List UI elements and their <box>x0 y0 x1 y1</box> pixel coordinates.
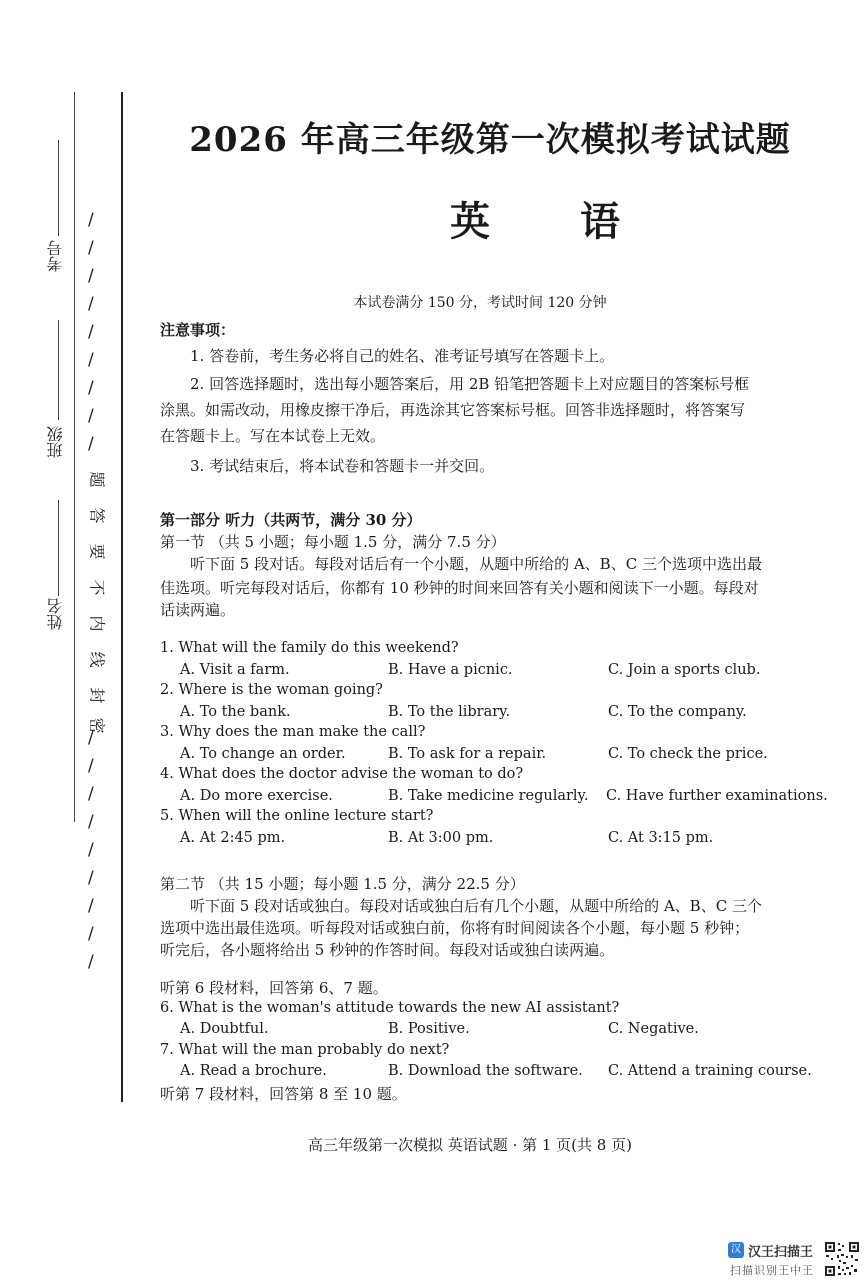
notice-item-1: 1. 答卷前，考生务必将自己的姓名、准考证号填写在答题卡上。 <box>190 347 615 365</box>
page-footer: 高三年级第一次模拟 英语试题 · 第 1 页(共 8 页) <box>308 1136 632 1154</box>
section2-instruction-line-3: 听完后，各小题将给出 5 秒钟的作答时间。每段对话或独白读两遍。 <box>160 941 615 959</box>
notice-item-2-line-2: 涂黑。如需改动，用橡皮擦干净后，再选涂其它答案标号框。回答非选择题时，将答案写 <box>160 401 746 419</box>
option-a: A. Visit a farm. <box>180 662 290 678</box>
option-b: B. To the library. <box>388 704 511 720</box>
question-stem: 3. Why does the man make the call? <box>160 724 426 740</box>
question-stem: 2. Where is the woman going? <box>160 682 383 698</box>
option-a: A. At 2:45 pm. <box>180 830 286 846</box>
exam-title: 2026 年高三年级第一次模拟考试试题 <box>189 120 791 160</box>
option-c: C. Join a sports club. <box>608 662 761 678</box>
question-stem: 6. What is the woman's attitude towards the new AI assistant? <box>160 1000 620 1016</box>
section2-heading: 第二节 （共 15 小题；每小题 1.5 分，满分 22.5 分） <box>160 875 525 893</box>
notice-heading: 注意事项： <box>160 321 236 339</box>
question-stem: 5. When will the online lecture start? <box>160 808 434 824</box>
scanner-brand: 汉王扫描王 <box>748 1245 814 1260</box>
option-b: B. At 3:00 pm. <box>388 830 494 846</box>
name-blank <box>58 500 59 596</box>
option-a: A. To change an order. <box>180 746 346 762</box>
scanner-slogan: 扫描识别王中王 <box>730 1264 814 1277</box>
option-a: A. Doubtful. <box>180 1021 269 1037</box>
option-a: A. Read a brochure. <box>180 1063 327 1079</box>
question-stem: 7. What will the man probably do next? <box>160 1042 450 1058</box>
class-blank <box>58 320 59 420</box>
notice-item-2-line-3: 在答题卡上。写在本试卷上无效。 <box>160 427 386 445</box>
option-b: B. Positive. <box>388 1021 470 1037</box>
option-c: C. Negative. <box>608 1021 699 1037</box>
class-label: 班级 <box>46 426 65 458</box>
option-a: A. Do more exercise. <box>180 788 333 804</box>
section1-heading: 第一节 （共 5 小题；每小题 1.5 分，满分 7.5 分） <box>160 533 506 551</box>
option-b: B. Have a picnic. <box>388 662 513 678</box>
option-c: C. To the company. <box>608 704 747 720</box>
notice-item-3: 3. 考试结束后，将本试卷和答题卡一并交回。 <box>190 457 495 475</box>
candidate-number-label: 考号 <box>46 240 65 272</box>
section2-instruction-line-2: 选项中选出最佳选项。听每段对话或独白前，你将有时间阅读各个小题，每小题 5 秒钟； <box>160 919 750 937</box>
section1-instruction-line-3: 话读两遍。 <box>160 601 236 619</box>
option-c: C. At 3:15 pm. <box>608 830 714 846</box>
option-b: B. Download the software. <box>388 1063 583 1079</box>
section1-instruction-line-1: 听下面 5 段对话。每段对话后有一个小题，从题中所给的 A、B、C 三个选项中选出最 <box>190 555 762 573</box>
scanner-logo-icon: 汉 <box>728 1242 744 1258</box>
material-6-instruction: 听第 6 段材料，回答第 6、7 题。 <box>160 979 388 997</box>
qr-code-icon <box>824 1241 860 1277</box>
option-a: A. To the bank. <box>180 704 291 720</box>
section1-instruction-line-2: 佳选项。听完每段对话后，你都有 10 秒钟的时间来回答有关小题和阅读下一小题。每段对 <box>160 579 759 597</box>
question-stem: 4. What does the doctor advise the woman to do? <box>160 766 524 782</box>
section2-instruction-line-1: 听下面 5 段对话或独白。每段对话或独白后有几个小题，从题中所给的 A、B、C 三个 <box>190 897 762 915</box>
option-c: C. Attend a training course. <box>608 1063 812 1079</box>
material-7-instruction: 听第 7 段材料，回答第 8 至 10 题。 <box>160 1085 407 1103</box>
option-b: B. To ask for a repair. <box>388 746 547 762</box>
name-label: 姓名 <box>46 598 65 630</box>
option-b: B. Take medicine regularly. <box>388 788 589 804</box>
exam-info: 本试卷满分 150 分，考试时间 120 分钟 <box>353 295 607 311</box>
part1-heading: 第一部分 听力（共两节，满分 30 分） <box>160 511 422 529</box>
option-c: C. To check the price. <box>608 746 768 762</box>
notice-item-2-line-1: 2. 回答选择题时，选出每小题答案后，用 2B 铅笔把答题卡上对应题目的答案标号框 <box>190 375 750 393</box>
subject-title: 英语 <box>450 198 710 245</box>
question-stem: 1. What will the family do this weekend? <box>160 640 459 656</box>
option-c: C. Have further examinations. <box>606 788 828 804</box>
